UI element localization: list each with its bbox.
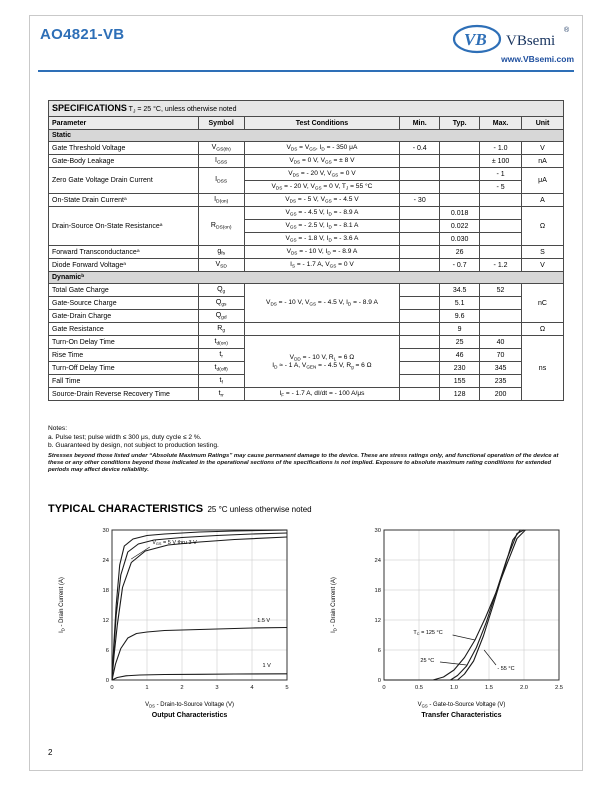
chart-canvas: [82, 522, 297, 702]
cell-min: [400, 375, 440, 388]
svg-text:1.5: 1.5: [484, 685, 494, 691]
cell-typ: 0.030: [440, 233, 480, 246]
cell-typ: 5.1: [440, 297, 480, 310]
cell-typ: [440, 142, 480, 155]
col-typ: Typ.: [440, 117, 480, 130]
cell-cond: $I_F$ = - 1.7 A, dI/dt = - 100 A/μs: [244, 388, 400, 401]
cell-typ: 26: [440, 246, 480, 259]
row-total-gate-charge: [49, 284, 564, 297]
spec-title-condition: $T_J = 25$ °C, unless otherwise noted: [128, 105, 237, 115]
cell-max: [480, 246, 522, 259]
cell-unit: nA: [522, 155, 564, 168]
vbsemi-logo-graphic: [452, 22, 574, 56]
cell-cond: $V_{GS}$ = - 1.8 V, $I_D$ = - 3.6 A: [244, 233, 400, 246]
cell-param: Gate-Drain Charge: [49, 310, 199, 323]
chart-annotation: 1 V: [262, 663, 271, 669]
svg-text:0: 0: [382, 685, 386, 691]
cell-cond: $V_{DS} = V_{GS}$, $I_D$ = - 350 μA: [244, 142, 400, 155]
col-max: Max.: [480, 117, 522, 130]
cell-max: [480, 194, 522, 207]
transfer-characteristics-chart: [312, 522, 592, 737]
svg-text:0: 0: [377, 678, 381, 684]
cell-max: [480, 233, 522, 246]
svg-text:24: 24: [102, 558, 109, 564]
cell-min: [400, 207, 440, 220]
svg-text:30: 30: [102, 528, 109, 534]
cell-max: 200: [480, 388, 522, 401]
cell-cond: $V_{GS}$ = - 4.5 V, $I_D$ = - 8.9 A: [244, 207, 400, 220]
cell-param: Forward Transconductance$^a$: [49, 246, 199, 259]
svg-text:0: 0: [105, 678, 109, 684]
cell-param: Turn-On Delay Time: [49, 336, 199, 349]
cell-cond: $I_S$ = - 1.7 A, $V_{GS} = 0$ V: [244, 259, 400, 272]
cell-symbol: $I_{DSS}$: [198, 168, 244, 194]
cond-line-2: $I_D$ ≈ - 1 A, $V_{GEN}$ = - 4.5 V, $R_g = 6$ Ω: [272, 361, 372, 369]
cell-param: Rise Time: [49, 349, 199, 362]
cell-max: [480, 297, 522, 310]
row-rdson: [49, 207, 564, 220]
table-title-row: [49, 101, 564, 117]
cell-unit: V: [522, 259, 564, 272]
cell-max: ± 100: [480, 155, 522, 168]
chart-annotation: $T_C = 125$ °C: [413, 629, 443, 636]
cell-param: Diode Forward Voltage$^a$: [49, 259, 199, 272]
cell-typ: [440, 181, 480, 194]
cell-max: - 5: [480, 181, 522, 194]
cell-param: Source-Drain Reverse Recovery Time: [49, 388, 199, 401]
svg-text:30: 30: [374, 528, 381, 534]
output-characteristics-chart: [40, 522, 320, 737]
cell-min: [400, 220, 440, 233]
cell-typ: 0.022: [440, 220, 480, 233]
row-zero-gate-voltage-drain-current: [49, 168, 564, 181]
cell-symbol: $I_{GSS}$: [198, 155, 244, 168]
cell-unit: Ω: [522, 207, 564, 246]
cell-symbol: $t_{d(off)}$: [198, 362, 244, 375]
cell-unit: A: [522, 194, 564, 207]
row-turn-on-delay-time: [49, 336, 564, 349]
cell-max: [480, 207, 522, 220]
header-divider: [38, 70, 574, 72]
cond-line-1: $V_{DD}$ = - 10 V, $R_L = 6$ Ω: [289, 354, 355, 362]
cell-max: 52: [480, 284, 522, 297]
svg-text:12: 12: [102, 618, 109, 624]
specifications-table: [48, 100, 564, 401]
chart-annotation: $V_{GS} = 5$ V thru 3 V: [152, 539, 197, 547]
table-header-row: [49, 117, 564, 130]
svg-text:24: 24: [374, 558, 381, 564]
cell-typ: 128: [440, 388, 480, 401]
cell-max: - 1.2: [480, 259, 522, 272]
cell-symbol: $R_{DS(on)}$: [198, 207, 244, 246]
cell-unit: V: [522, 142, 564, 155]
cell-min: - 0.4: [400, 142, 440, 155]
cell-typ: 155: [440, 375, 480, 388]
cell-symbol: $Q_{gs}$: [198, 297, 244, 310]
notes-block: [48, 425, 219, 451]
note-a: a. Pulse test; pulse width ≤ 300 μs, duty cycle ≤ 2 %.: [48, 433, 202, 441]
cell-symbol: $I_{D(on)}$: [198, 194, 244, 207]
cell-min: - 30: [400, 194, 440, 207]
cell-symbol: $V_{SD}$: [198, 259, 244, 272]
cell-typ: [440, 155, 480, 168]
cell-max: 70: [480, 349, 522, 362]
cell-param: Gate Resistance: [49, 323, 199, 336]
cell-cond: $V_{DS}$ = - 10 V, $I_D$ = - 8.9 A: [244, 246, 400, 259]
cell-min: [400, 362, 440, 375]
cell-max: [480, 323, 522, 336]
cell-typ: 9: [440, 323, 480, 336]
cell-unit: nC: [522, 284, 564, 323]
cell-typ: - 0.7: [440, 259, 480, 272]
svg-text:0: 0: [110, 685, 114, 691]
cell-symbol: $t_{rr}$: [198, 388, 244, 401]
transfer-chart-plot: [354, 522, 569, 702]
cell-cond: $V_{DS}$ = - 5 V, $V_{GS}$ = - 4.5 V: [244, 194, 400, 207]
cell-cond: [244, 336, 400, 388]
cell-cond: $V_{GS}$ = - 2.5 V, $I_D$ = - 8.1 A: [244, 220, 400, 233]
row-diode-forward-voltage: [49, 259, 564, 272]
cell-param: Gate-Source Charge: [49, 297, 199, 310]
cell-min: [400, 388, 440, 401]
cell-unit: S: [522, 246, 564, 259]
section-static-label: Static: [49, 130, 564, 142]
part-number: AO4821-VB: [40, 26, 125, 43]
cell-min: [400, 323, 440, 336]
svg-text:0.5: 0.5: [414, 685, 424, 691]
transfer-y-axis-label: $I_D$ - Drain Current (A): [331, 577, 338, 633]
cell-param: Gate Threshold Voltage: [49, 142, 199, 155]
cell-max: - 1.0: [480, 142, 522, 155]
cell-max: [480, 310, 522, 323]
logo-vb-text: VB: [464, 30, 487, 49]
cell-symbol: $t_r$: [198, 349, 244, 362]
cell-typ: 25: [440, 336, 480, 349]
cell-min: [400, 155, 440, 168]
cell-symbol: $R_g$: [198, 323, 244, 336]
col-parameter: Parameter: [49, 117, 199, 130]
typical-characteristics-heading: [48, 499, 312, 517]
col-unit: Unit: [522, 117, 564, 130]
cell-typ: [440, 194, 480, 207]
cell-param: Turn-Off Delay Time: [49, 362, 199, 375]
vbsemi-logo: [452, 22, 574, 56]
cell-typ: [440, 168, 480, 181]
website-url: www.VBsemi.com: [501, 54, 574, 64]
row-reverse-recovery-time: [49, 388, 564, 401]
cell-symbol: $g_{fs}$: [198, 246, 244, 259]
output-chart-title: Output Characteristics: [151, 712, 228, 720]
transfer-chart-title: Transfer Characteristics: [421, 712, 502, 720]
cell-cond: $V_{DS}$ = - 20 V, $V_{GS} = 0$ V: [244, 168, 400, 181]
svg-text:3: 3: [215, 685, 219, 691]
row-gate-body-leakage: [49, 155, 564, 168]
cell-min: [400, 259, 440, 272]
col-test-conditions: Test Conditions: [244, 117, 400, 130]
cell-max: - 1: [480, 168, 522, 181]
cell-min: [400, 284, 440, 297]
svg-text:1: 1: [145, 685, 149, 691]
cell-min: [400, 168, 440, 181]
svg-text:2.0: 2.0: [519, 685, 529, 691]
typical-title: TYPICAL CHARACTERISTICS: [48, 503, 204, 515]
cell-cond: [244, 323, 400, 336]
cell-max: 40: [480, 336, 522, 349]
cell-param: On-State Drain Current$^a$: [49, 194, 199, 207]
cell-typ: 9.6: [440, 310, 480, 323]
cell-min: [400, 336, 440, 349]
notes-label: Notes:: [48, 425, 68, 432]
chart-annotation: - 55 °C: [497, 666, 515, 672]
svg-text:5: 5: [285, 685, 289, 691]
svg-text:6: 6: [377, 648, 381, 654]
cell-symbol: $Q_{gd}$: [198, 310, 244, 323]
cell-unit: Ω: [522, 323, 564, 336]
cell-min: [400, 310, 440, 323]
cell-cond: $V_{DS}$ = - 20 V, $V_{GS} = 0$ V, $T_J = 55$ °C: [244, 181, 400, 194]
svg-text:2.5: 2.5: [554, 685, 564, 691]
section-dynamic-label: Dynamic$^b$: [49, 272, 564, 284]
typical-subtitle: 25 °C unless otherwise noted: [207, 505, 312, 514]
cell-typ: 34.5: [440, 284, 480, 297]
registered-mark: ®: [564, 27, 570, 34]
col-symbol: Symbol: [198, 117, 244, 130]
cell-max: [480, 220, 522, 233]
cell-symbol: $t_f$: [198, 375, 244, 388]
disclaimer-text: Stresses beyond those listed under “Absolute Maximum Ratings” may cause permanent damage to the device. These are stress ratings only, and functional operation of the device at these or any other conditions beyond those indicated in the operational sections of the specifications is not implied. Exposure to absolute maximum rating conditions for extended periods may affect device reliability.: [48, 453, 559, 474]
output-y-axis-label: $I_D$ - Drain Current (A): [59, 577, 66, 633]
svg-text:6: 6: [105, 648, 109, 654]
cell-param: Fall Time: [49, 375, 199, 388]
cell-symbol: $Q_g$: [198, 284, 244, 297]
svg-text:12: 12: [374, 618, 381, 624]
cell-typ: 46: [440, 349, 480, 362]
chart-annotation: 25 °C: [420, 658, 435, 664]
section-dynamic-row: [49, 272, 564, 284]
svg-text:2: 2: [180, 685, 184, 691]
svg-text:1.0: 1.0: [449, 685, 459, 691]
svg-text:18: 18: [102, 588, 109, 594]
svg-text:4: 4: [250, 685, 254, 691]
cell-typ: 230: [440, 362, 480, 375]
cell-symbol: $V_{GS(th)}$: [198, 142, 244, 155]
cell-min: [400, 246, 440, 259]
row-gate-resistance: [49, 323, 564, 336]
row-gate-threshold-voltage: [49, 142, 564, 155]
cell-cond: $V_{DS} = 0$ V, $V_{GS}$ = ± 8 V: [244, 155, 400, 168]
spec-title: SPECIFICATIONS: [52, 102, 127, 113]
cell-min: [400, 233, 440, 246]
row-on-state-drain-current: [49, 194, 564, 207]
cell-param: Zero Gate Voltage Drain Current: [49, 168, 199, 194]
cell-cond: $V_{DS}$ = - 10 V, $V_{GS}$ = - 4.5 V, $I_D$ = - 8.9 A: [244, 284, 400, 323]
table-title-cell: [49, 101, 564, 117]
cell-unit: μA: [522, 168, 564, 194]
output-chart-plot: [82, 522, 297, 702]
cell-symbol: $t_{d(on)}$: [198, 336, 244, 349]
cell-param: Drain-Source On-State Resistance$^a$: [49, 207, 199, 246]
logo-name-text: VBsemi: [506, 33, 556, 49]
cell-typ: 0.018: [440, 207, 480, 220]
transfer-x-axis-label: $V_{GS}$ - Gate-to-Source Voltage (V): [417, 702, 506, 709]
cell-max: 345: [480, 362, 522, 375]
page-number: 2: [48, 748, 53, 757]
col-min: Min.: [400, 117, 440, 130]
cell-param: Total Gate Charge: [49, 284, 199, 297]
chart-annotation: 1.5 V: [257, 618, 271, 624]
cell-min: [400, 349, 440, 362]
row-forward-transconductance: [49, 246, 564, 259]
output-x-axis-label: $V_{DS}$ - Drain-to-Source Voltage (V): [145, 702, 234, 709]
note-b: b. Guaranteed by design, not subject to production testing.: [48, 442, 219, 450]
cell-max: 235: [480, 375, 522, 388]
chart-canvas: [354, 522, 569, 702]
cell-min: [400, 297, 440, 310]
svg-text:18: 18: [374, 588, 381, 594]
section-static-row: [49, 130, 564, 142]
cell-min: [400, 181, 440, 194]
cell-unit: ns: [522, 336, 564, 401]
cell-param: Gate-Body Leakage: [49, 155, 199, 168]
